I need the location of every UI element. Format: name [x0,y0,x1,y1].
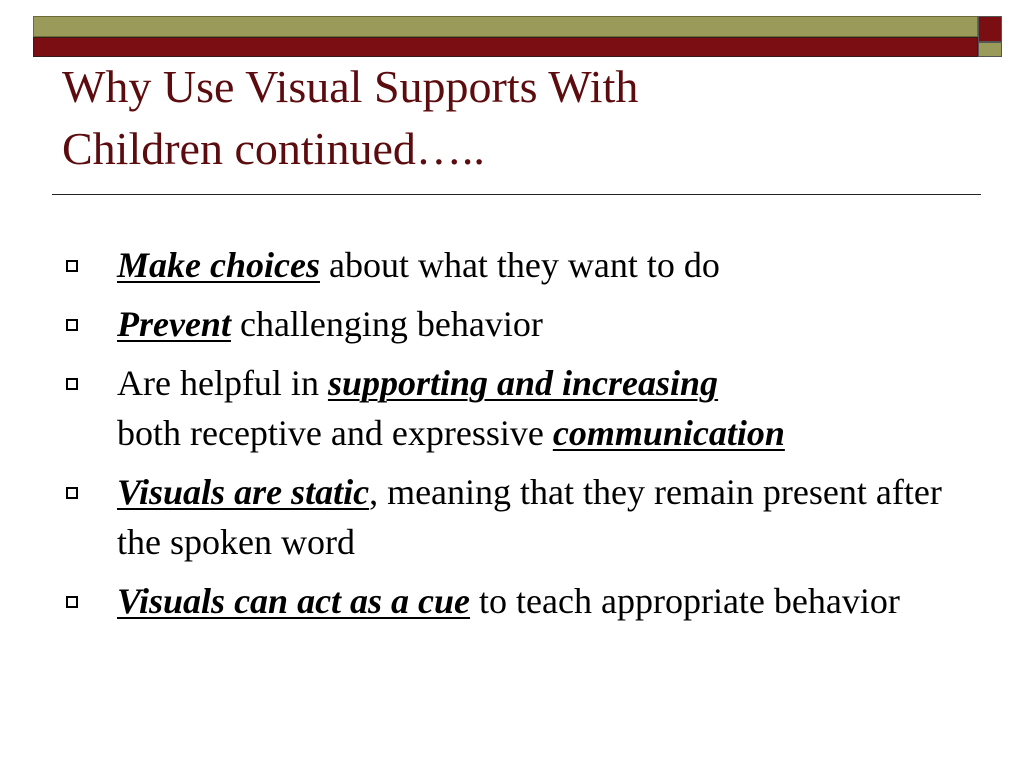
bullet-emphasis: supporting and increasing [327,363,719,403]
bullet-item-make-choices [62,240,982,290]
bullet-text: , meaning that they remain present after the spoken word [117,472,942,562]
bullet-item-helpful [62,358,982,458]
bullet-emphasis: Make choices [117,245,320,285]
slide-title-line-2: Children continued….. [62,123,485,174]
header-olive-bar [33,16,978,37]
bullet-emphasis: Prevent [117,304,231,344]
bullet-text: to teach appropriate behavior [470,581,900,621]
header-corner-maroon-square [978,16,1002,42]
header-maroon-bar [33,37,978,57]
title-divider [52,194,981,195]
hollow-square-bullet-icon [66,319,78,331]
slide-title-line-1: Why Use Visual Supports With [62,61,639,112]
bullet-emphasis: Visuals can act as a cue [117,581,471,621]
bullet-text: both receptive and expressive [117,413,553,453]
header-corner-olive-square [978,42,1002,57]
hollow-square-bullet-icon [66,487,78,499]
bullet-list [62,240,982,635]
hollow-square-bullet-icon [66,596,78,608]
slide-title [62,56,962,180]
bullet-text: challenging behavior [230,304,543,344]
bullet-emphasis: communication [552,413,785,453]
bullet-emphasis: Visuals are static [117,472,370,512]
bullet-text: about what they want to do [319,245,720,285]
bullet-text: Are helpful in [117,363,328,403]
bullet-item-visuals-static [62,467,982,567]
hollow-square-bullet-icon [66,260,78,272]
bullet-item-visuals-cue [62,576,982,626]
bullet-item-prevent [62,299,982,349]
hollow-square-bullet-icon [66,378,78,390]
